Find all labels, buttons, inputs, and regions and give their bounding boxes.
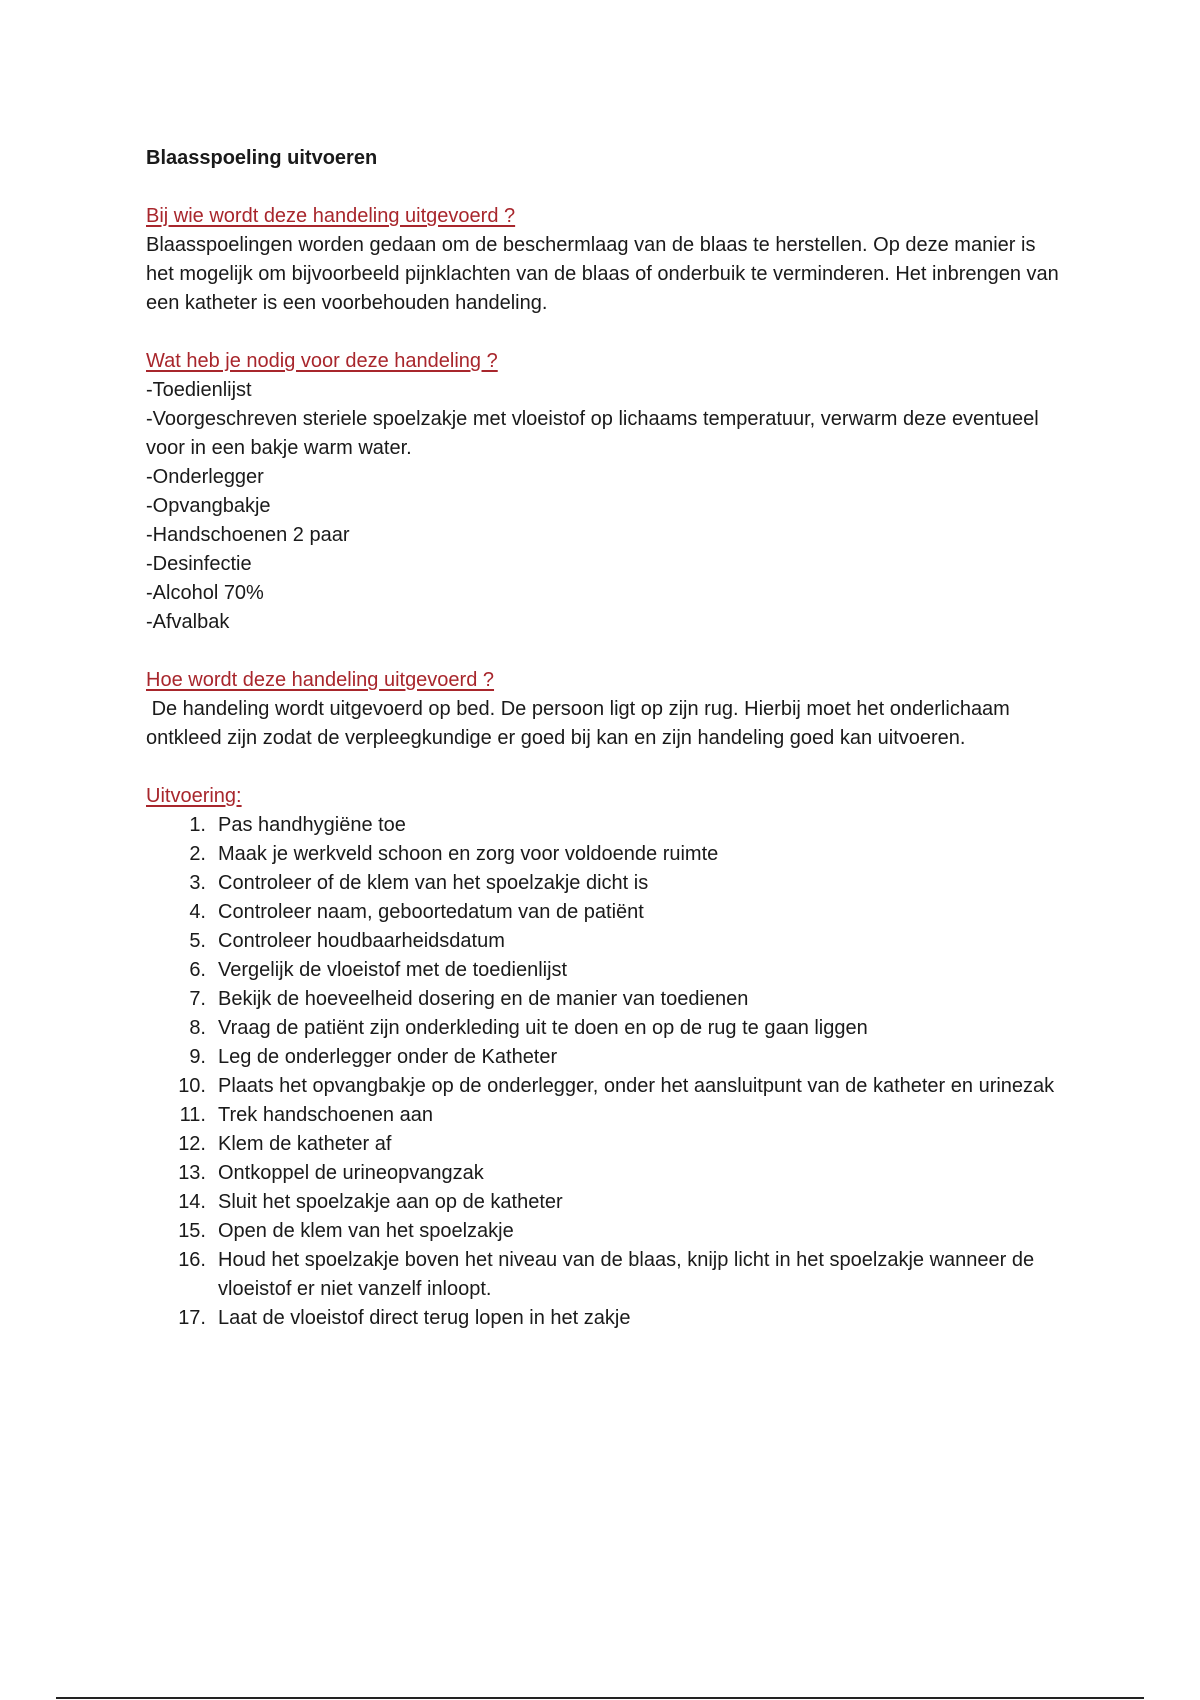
step-number: 14. (178, 1191, 206, 1213)
step-text: Klem de katheter af (218, 1133, 392, 1155)
page-bottom-divider (56, 1697, 1144, 1699)
step-number: 5. (189, 930, 206, 952)
section-materials-heading: Wat heb je nodig voor deze handeling ? (146, 350, 498, 372)
section-who-heading: Bij wie wordt deze handeling uitgevoerd ? (146, 205, 516, 227)
step-item (146, 1188, 1066, 1217)
step-number: 15. (178, 1220, 206, 1242)
step-item (146, 927, 1066, 956)
document-title: Blaasspoeling uitvoeren (146, 147, 378, 169)
step-item (146, 811, 1066, 840)
step-text: Pas handhygiëne toe (218, 814, 406, 836)
list-item: -Opvangbakje (146, 495, 271, 517)
step-number: 17. (178, 1307, 206, 1329)
step-number: 7. (189, 988, 206, 1010)
step-number: 3. (189, 872, 206, 894)
step-number: 1. (189, 814, 206, 836)
list-item: -Desinfectie (146, 553, 252, 575)
step-text: Leg de onderlegger onder de Katheter (218, 1046, 558, 1068)
list-item: -Onderlegger (146, 466, 264, 488)
step-item (146, 1043, 1066, 1072)
section-execution (146, 782, 1066, 1333)
step-item (146, 1014, 1066, 1043)
step-text: Ontkoppel de urineopvangzak (218, 1162, 484, 1184)
step-text: Controleer houdbaarheidsdatum (218, 930, 505, 952)
step-number: 8. (189, 1017, 206, 1039)
step-number: 10. (178, 1075, 206, 1097)
list-item: -Afvalbak (146, 611, 230, 633)
step-number: 2. (189, 843, 206, 865)
section-materials (146, 347, 1066, 637)
step-item (146, 869, 1066, 898)
step-text: Open de klem van het spoelzakje (218, 1220, 514, 1242)
step-text: Vraag de patiënt zijn onderkleding uit te doen en op de rug te gaan liggen (218, 1017, 868, 1039)
step-item (146, 985, 1066, 1014)
step-item (146, 1072, 1066, 1101)
step-item (146, 1159, 1066, 1188)
list-item: -Handschoenen 2 paar (146, 524, 350, 546)
step-number: 6. (189, 959, 206, 981)
step-item (146, 1246, 1066, 1304)
step-number: 4. (189, 901, 206, 923)
document-page (146, 144, 1066, 1362)
list-item: -Toedienlijst (146, 379, 252, 401)
section-who-body: Blaasspoelingen worden gedaan om de beschermlaag van de blaas te herstellen. Op deze manier is het mogelijk om bijvoorbeeld pijnklachten van de blaas of onderbuik te verminderen. Het inbrengen van een katheter is een voorbehouden handeling. (146, 234, 1059, 314)
step-text: Controleer of de klem van het spoelzakje dicht is (218, 872, 649, 894)
step-text: Sluit het spoelzakje aan op de katheter (218, 1191, 563, 1213)
step-text: Controleer naam, geboortedatum van de patiënt (218, 901, 644, 923)
step-item (146, 1217, 1066, 1246)
section-how-heading: Hoe wordt deze handeling uitgevoerd ? (146, 669, 495, 691)
step-text: Laat de vloeistof direct terug lopen in het zakje (218, 1307, 631, 1329)
step-item (146, 1101, 1066, 1130)
step-number: 13. (178, 1162, 206, 1184)
step-text: Houd het spoelzakje boven het niveau van de blaas, knijp licht in het spoelzakje wanneer de vloeistof er niet vanzelf inloopt. (218, 1249, 1035, 1300)
list-item: -Voorgeschreven steriele spoelzakje met vloeistof op lichaams temperatuur, verwarm deze eventueel voor in een bakje warm water. (146, 408, 1039, 459)
section-how (146, 666, 1066, 753)
step-text: Maak je werkveld schoon en zorg voor voldoende ruimte (218, 843, 719, 865)
step-number: 12. (178, 1133, 206, 1155)
section-execution-heading: Uitvoering: (146, 785, 242, 807)
step-number: 9. (189, 1046, 206, 1068)
step-number: 16. (178, 1249, 206, 1271)
step-text: Bekijk de hoeveelheid dosering en de manier van toedienen (218, 988, 749, 1010)
step-item (146, 1130, 1066, 1159)
step-text: Trek handschoenen aan (218, 1104, 433, 1126)
step-item (146, 956, 1066, 985)
step-item (146, 1304, 1066, 1333)
step-item (146, 898, 1066, 927)
steps-list (146, 811, 1066, 1333)
materials-list (146, 376, 1066, 637)
step-text: Plaats het opvangbakje op de onderlegger, onder het aansluitpunt van de katheter en urinezak (218, 1075, 1055, 1097)
step-item (146, 840, 1066, 869)
section-who (146, 202, 1066, 318)
step-text: Vergelijk de vloeistof met de toedienlijst (218, 959, 568, 981)
list-item: -Alcohol 70% (146, 582, 264, 604)
section-how-body: De handeling wordt uitgevoerd op bed. De persoon ligt op zijn rug. Hierbij moet het onderlichaam ontkleed zijn zodat de verpleegkundige er goed bij kan en zijn handeling goed kan uitvoeren. (146, 698, 1016, 749)
step-number: 11. (179, 1104, 206, 1126)
